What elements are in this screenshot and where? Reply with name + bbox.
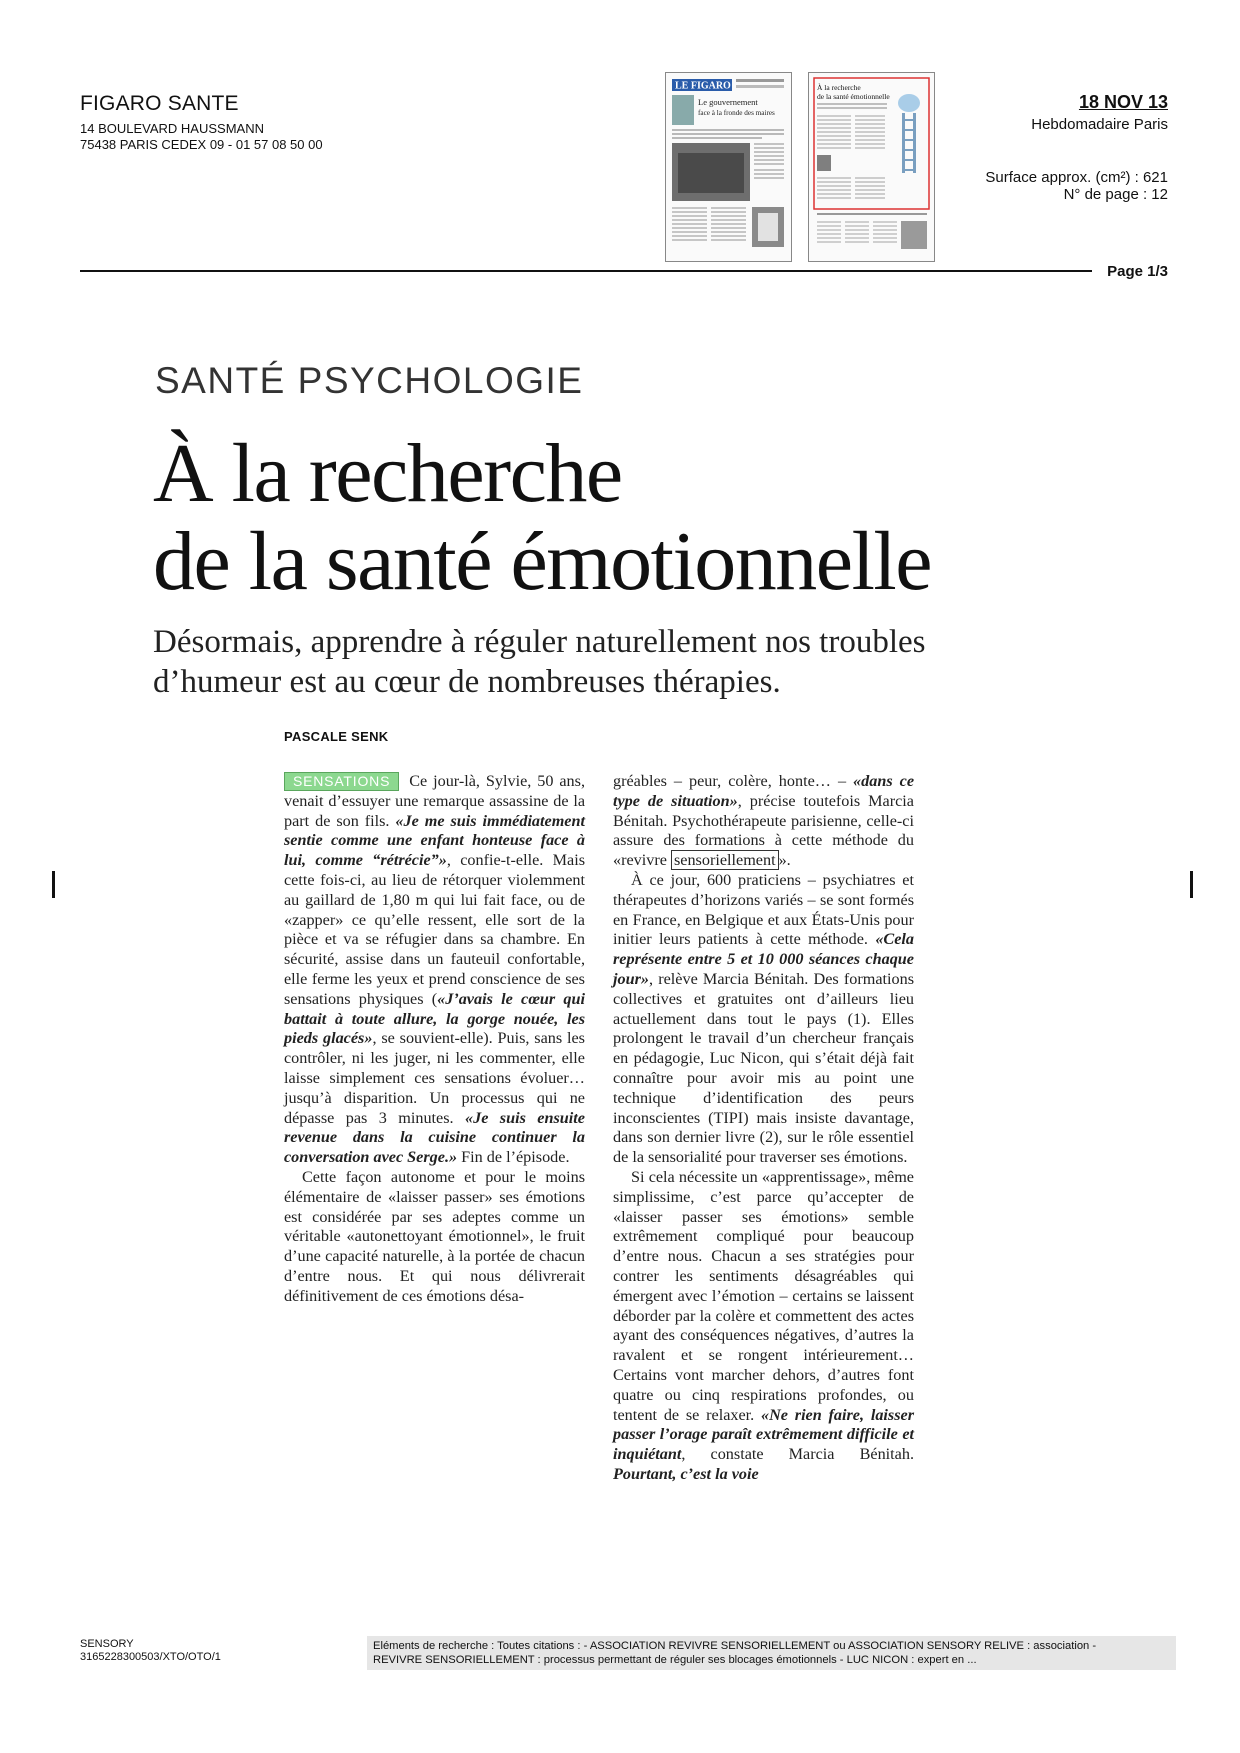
article-page-thumbnail [808, 72, 935, 262]
column1-paragraph: Cette façon autonome et pour le moins élémentaire de «laisser passer» ses émotions est considérée par ses adeptes comme un véritable «autonettoyant émotionnel», le fruit d’une capacité naturelle, à la portée de chacun d’entre nous. Et qui nous délivrerait définitivement de ces émotions désa- [284, 1167, 585, 1305]
text-run: Fin de l’épisode. [457, 1148, 570, 1167]
article-column-2 [613, 772, 914, 1485]
publication-address-line1: 14 BOULEVARD HAUSSMANN [80, 121, 264, 136]
text-run: À ce jour, 600 praticiens – psychiatres et thérapeutes d’horizons variés – se sont formés en France, en Belgique et aux États-Unis pour initier leurs patients à cette méthode. [613, 870, 914, 949]
article-byline: PASCALE SENK [284, 729, 389, 744]
text-run: , relève Marcia Bénitah. Des formations collectives et gratuites ont d’ailleurs lieu actuellement dans tout le pays (1). Elles prolongent le travail d’un chercheur français en pédagogie, Luc Nicon, qui s’était déjà fait connaître pour avoir mis au point une technique d’identification des peurs inconscientes (TIPI) mais insiste davantage, dans son dernier livre (2), sur le rôle essentiel de la sensorialité pour traverser ses émotions. [613, 969, 914, 1167]
front-page-thumbnail-graphic [666, 73, 791, 261]
right-margin-mark [1190, 871, 1193, 898]
page-indicator: Page 1/3 [1101, 263, 1168, 280]
standfirst-line1: Désormais, apprendre à réguler naturellement nos troubles [153, 624, 926, 660]
header-divider [80, 270, 1092, 272]
search-elements-line2: REVIVRE SENSORIELLEMENT : processus permettant de réguler ses blocages émotionnels - LUC NICON : expert en ... [373, 1654, 977, 1666]
article-column-1 [284, 772, 585, 1307]
article-headline [153, 427, 932, 608]
quote: «Cela représente entre 5 et 10 000 séances chaque jour» [613, 930, 914, 988]
footer-reference-code: 3165228300503/XTO/OTO/1 [80, 1651, 221, 1663]
sensations-tag: SENSATIONS [284, 772, 399, 791]
text-run: , constate Marcia Bénitah. [681, 1445, 914, 1464]
headline-line1: À la recherche [153, 427, 622, 520]
text-run: , se souvient-elle). Puis, sans les contrôler, ni les juger, ni les commenter, elle laisse simplement ces sensations évoluer… jusqu’à disparition. Un processus qui ne dépasse pas 3 minutes. [284, 1029, 585, 1127]
thumb1-masthead: LE FIGARO [675, 80, 731, 92]
publication-address-line2: 75438 PARIS CEDEX 09 - 01 57 08 50 00 [80, 137, 323, 152]
publication-frequency: Hebdomadaire Paris [1031, 116, 1168, 133]
front-page-thumbnail [665, 72, 792, 262]
search-term-highlight: sensoriellement [671, 850, 779, 870]
quote: «dans ce type de situation» [613, 772, 915, 810]
quote: «Je suis ensuite revenue dans la cuisine continuer la conversation avec Serge.» [284, 1108, 585, 1167]
surface-area: Surface approx. (cm²) : 621 [985, 169, 1168, 186]
article-rubric: SANTÉ PSYCHOLOGIE [155, 360, 584, 401]
left-margin-mark [52, 871, 55, 898]
search-elements-line1: Eléments de recherche : Toutes citations : - ASSOCIATION REVIVRE SENSORIELLEMENT ou ASSOCIATION SENSORY RELIVE : association - [373, 1640, 1097, 1652]
footer-client-code: SENSORY [80, 1638, 134, 1650]
search-elements-box [367, 1636, 1176, 1670]
text-run: Ce jour-là, Sylvie, 50 ans, venait d’essuyer une remarque assassine de la part de son fils. [284, 772, 585, 830]
text-run: ». [778, 851, 791, 870]
standfirst-line2: d’humeur est au cœur de nombreuses thérapies. [153, 664, 781, 700]
thumb2-headline-line2: de la santé émotionnelle [817, 92, 890, 101]
article-standfirst [153, 622, 925, 702]
quote: «Ne rien faire, laisser passer l’orage paraît extrêmement difficile et inquiétant [613, 1405, 914, 1464]
text-run: gréables – peur, colère, honte… – [613, 772, 854, 790]
thumb1-headline-line1: Le gouvernement [698, 97, 758, 107]
text-run: , précise toutefois Marcia Bénitah. Psychothérapeute parisienne, celle-ci assure des formations à cette méthode du «revivre [613, 791, 914, 870]
quote: «J’avais le cœur qui battait à toute allure, la gorge nouée, les pieds glacés» [284, 989, 586, 1048]
thumb1-headline-line2: face à la fronde des maires [698, 109, 775, 117]
text-run: , confie-t-elle. Mais cette fois-ci, au lieu de rétorquer violemment au gaillard de 1,80 m qui lui fait face, ou de «zapper» ce qu’elle ressent, elle sort de la pièce et va se réfugier dans sa chambre. En sécurité, assise dans un fauteuil confortable, elle ferme les yeux et prend conscience de ses sensations physiques ( [284, 851, 585, 1008]
article-page-thumbnail-graphic [809, 73, 934, 261]
publication-name: FIGARO SANTE [80, 92, 239, 115]
column2-paragraph [613, 871, 914, 1168]
page-number: N° de page : 12 [1063, 186, 1168, 203]
thumb2-headline-line1: À la recherche [817, 83, 861, 92]
quote: Pourtant, c’est la voie [613, 1464, 759, 1483]
quote: «Je me suis immédiatement sentie comme une enfant honteuse face à lui, comme “rétrécie”» [284, 811, 585, 870]
column2-paragraph [613, 772, 914, 871]
column1-paragraph [284, 772, 585, 1168]
headline-line2: de la santé émotionnelle [153, 515, 932, 608]
column2-paragraph [613, 1168, 914, 1485]
issue-date: 18 NOV 13 [1078, 92, 1168, 112]
text-run: Si cela nécessite un «apprentissage», même simplissime, c’est parce qu’accepter de «laisser passer ses émotions» semble extrêmement compliqué pour beaucoup d’entre nous. Chacun a ses stratégies pour contrer les sentiments désagréables qui émergent avec l’émotion – certains se laissent déborder par la colère et commettent des actes ayant des conséquences négatives, d’autres la ravalent et se rongent intérieurement… Certains vont marcher dehors, d’autres font quatre ou cinq respirations profondes, ou tentent de se relaxer. [613, 1167, 914, 1424]
